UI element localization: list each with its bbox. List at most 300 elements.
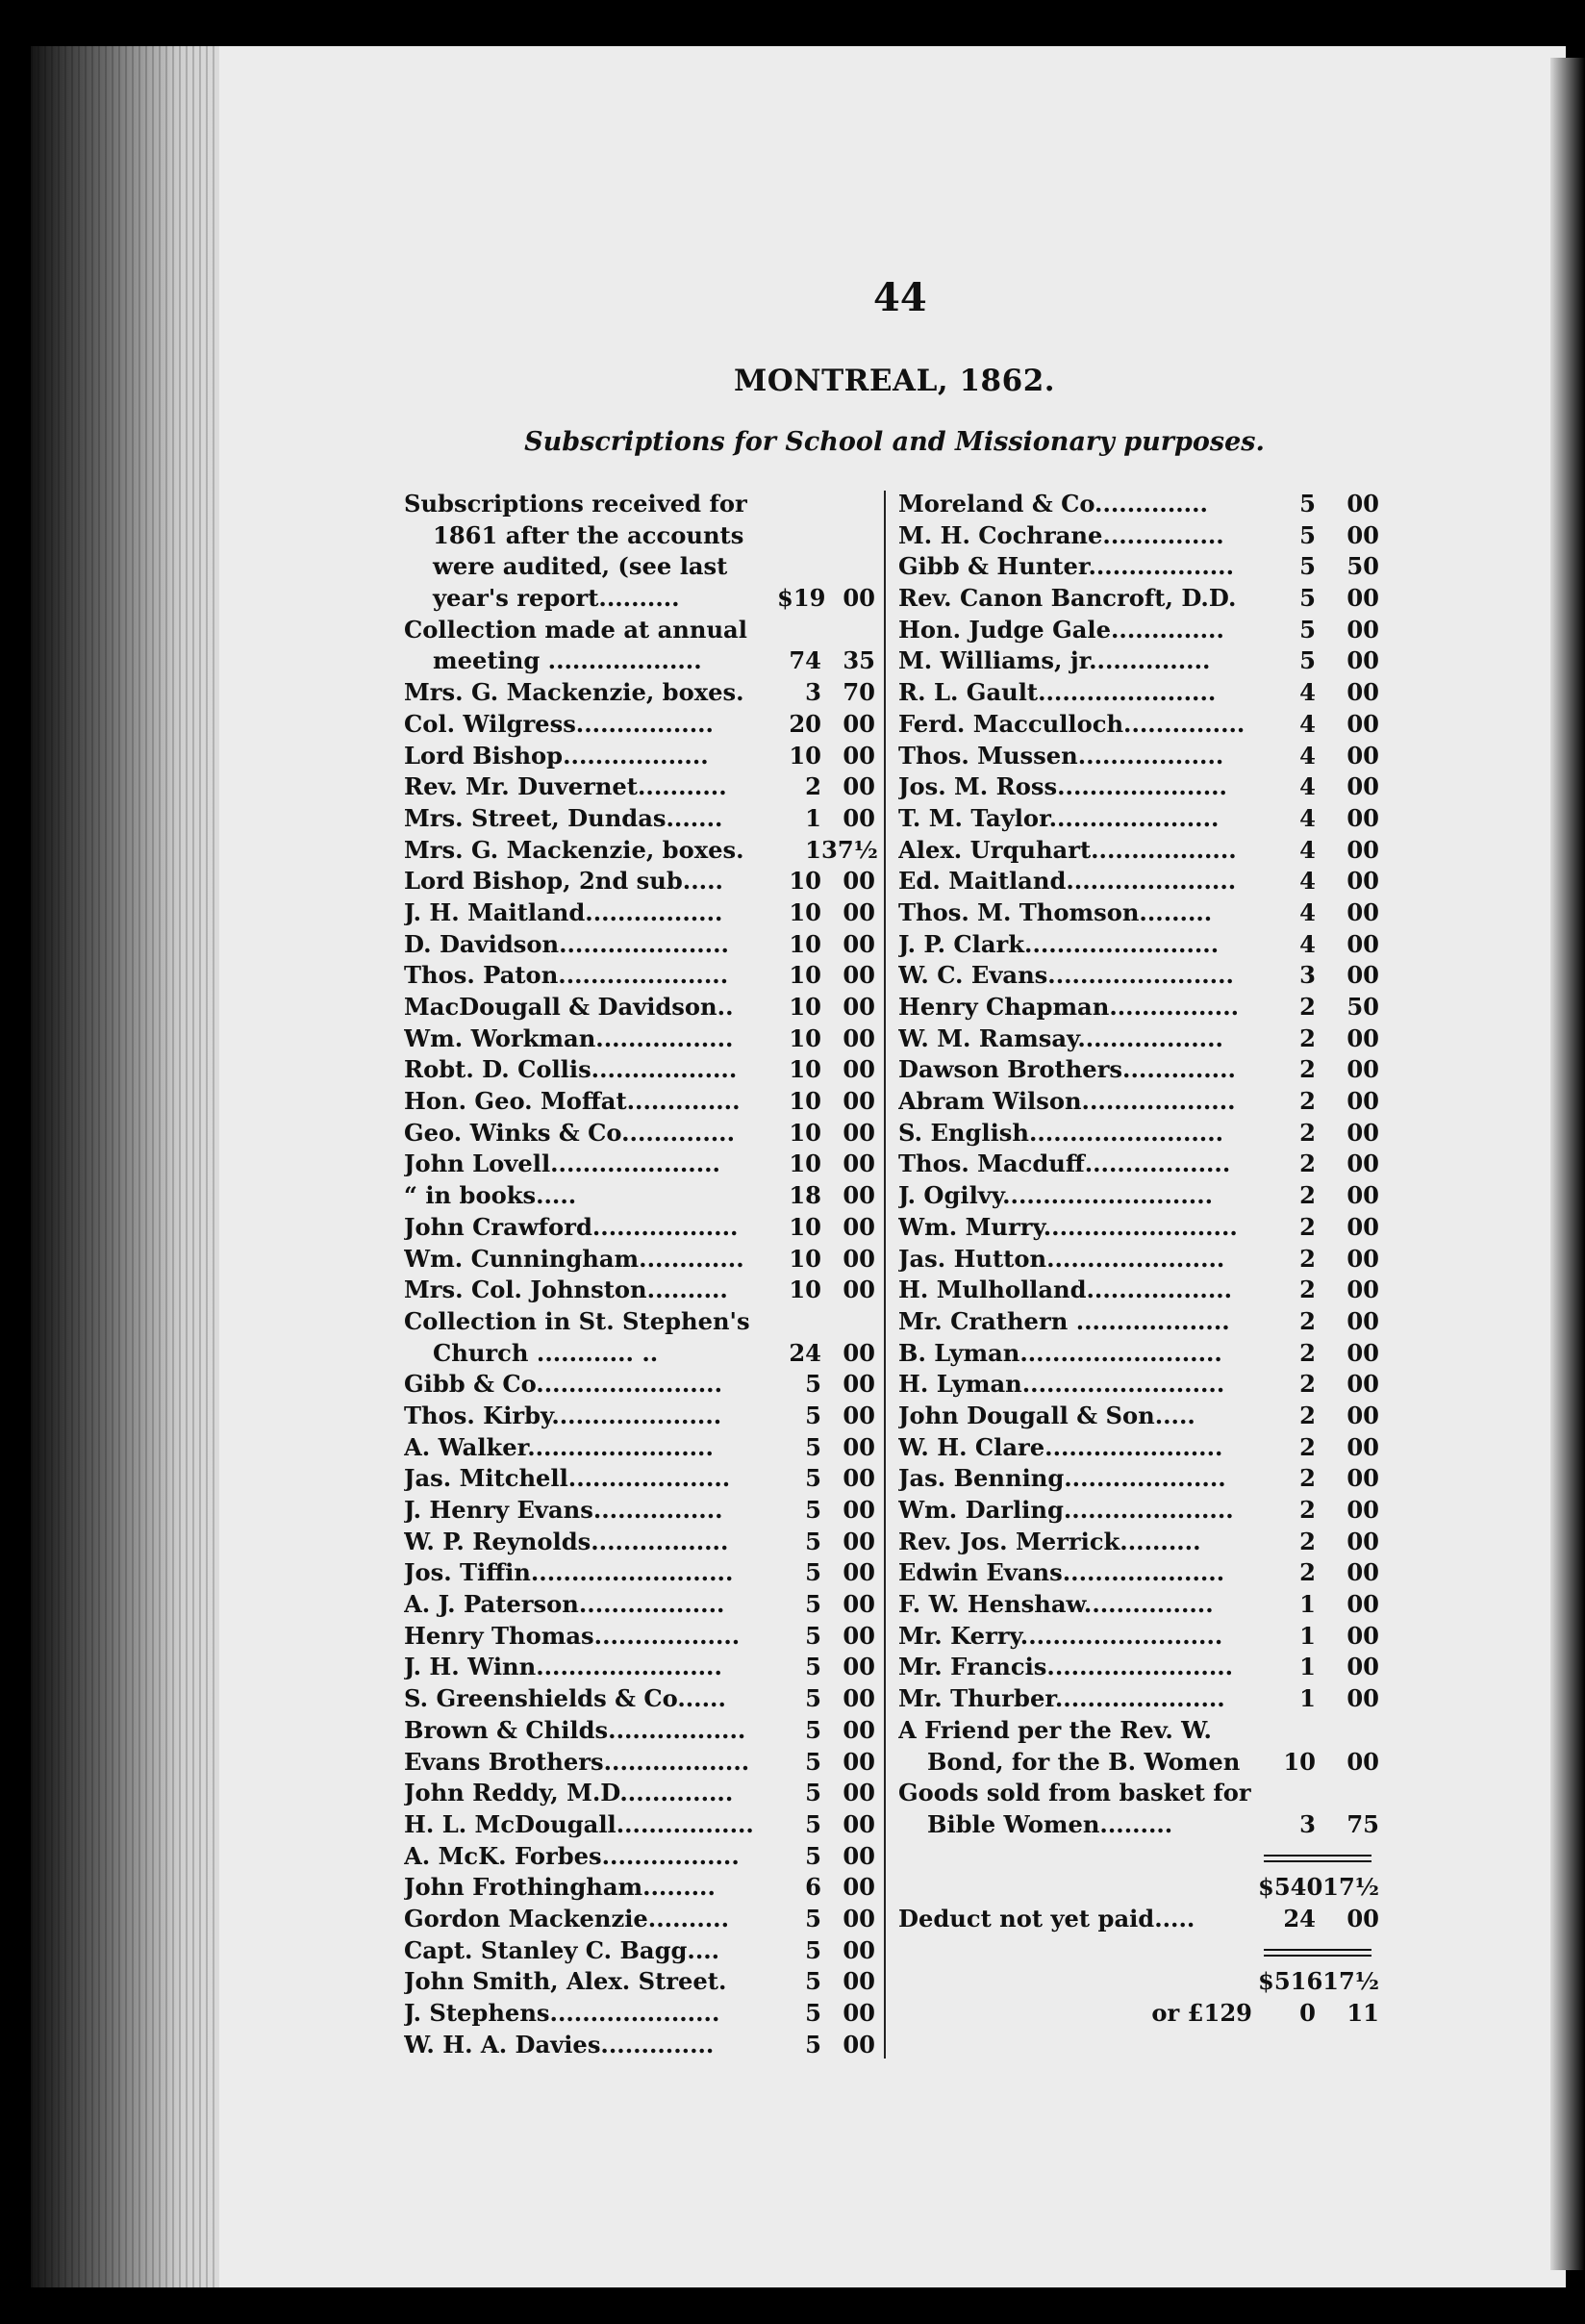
amount-dollars: 18 [789, 1181, 821, 1210]
amount-dollars: 5 [805, 1558, 821, 1587]
subscription-row [898, 1809, 1379, 1841]
amount-cents: 00 [1346, 1149, 1379, 1178]
subscription-row [404, 1118, 875, 1149]
subscription-row [404, 1841, 875, 1873]
subscriber-name: J. H. Maitland................. [404, 897, 723, 926]
subscription-row [898, 1778, 1379, 1809]
subscription-row [898, 1275, 1379, 1306]
subscription-row [898, 1432, 1379, 1464]
amount-dollars: 5 [805, 1967, 821, 1996]
subscriber-name: John Dougall & Son..... [898, 1401, 1195, 1429]
amount-cents: 50 [1346, 993, 1379, 1021]
sterling-label: or £129 [1151, 1999, 1252, 2027]
amount-cents: 00 [1346, 1055, 1379, 1084]
subscription-row [404, 1652, 875, 1683]
subscription-row [898, 1401, 1379, 1432]
subscription-row [404, 1527, 875, 1558]
amount-cents: 00 [843, 1496, 875, 1524]
amount-cents: 00 [1346, 867, 1379, 896]
subscriber-name: Jos. M. Ross..................... [898, 772, 1227, 801]
amount-cents: 00 [843, 1967, 875, 1996]
subscription-row [898, 1118, 1379, 1149]
amount-dollars: 5 [805, 1527, 821, 1555]
amount-dollars: 4 [1299, 709, 1316, 738]
amount-cents: 00 [1346, 1496, 1379, 1524]
amount-dollars: 1 [805, 803, 821, 832]
amount-cents: 00 [1346, 1558, 1379, 1587]
subscription-row [404, 1463, 875, 1495]
subscriber-name: Henry Thomas.................. [404, 1621, 741, 1650]
page-title: MONTREAL, 1862. [733, 364, 1056, 398]
amount-cents: 00 [843, 1779, 875, 1807]
amount-dollars: 2 [805, 772, 821, 801]
amount-dollars: 2 [1299, 993, 1316, 1021]
amount-dollars: 1 [1299, 1653, 1316, 1681]
amount-dollars: 2 [1299, 1118, 1316, 1147]
subscription-row [898, 771, 1379, 803]
amount-dollars: 2 [1299, 1558, 1316, 1587]
subscription-row [898, 1621, 1379, 1653]
sterling-pence: 11 [1346, 1999, 1379, 2027]
subscriber-name: J. Stephens..................... [404, 1999, 720, 2027]
subscription-row [404, 1086, 875, 1118]
subscriber-name: MacDougall & Davidson.. [404, 993, 734, 1021]
page-stack-lines [31, 46, 223, 2287]
subscriber-name: Col. Wilgress................. [404, 709, 714, 738]
amount-dollars: 5 [805, 1747, 821, 1776]
amount-dollars: 10 [1283, 1747, 1316, 1776]
amount-dollars: 5 [1299, 615, 1316, 644]
amount-dollars: 10 [789, 961, 821, 990]
subscription-row [404, 1023, 875, 1055]
amount-cents: 00 [1346, 1118, 1379, 1147]
subscription-row [404, 1589, 875, 1621]
subscription-row [404, 866, 875, 897]
subscriber-name: Henry Chapman................ [898, 993, 1240, 1021]
subscriber-name: Rev. Jos. Merrick.......... [898, 1527, 1201, 1555]
subscription-row [898, 583, 1379, 615]
subscription-row [404, 1935, 875, 1967]
amount-cents: 00 [843, 897, 875, 926]
amount-dollars: 10 [789, 929, 821, 958]
amount-dollars: 5 [1299, 520, 1316, 549]
subscription-row [404, 960, 875, 992]
amount-cents: 00 [843, 961, 875, 990]
amount-cents: 00 [1346, 929, 1379, 958]
amount-dollars: 6 [805, 1873, 821, 1902]
subscriber-name: John Lovell..................... [404, 1149, 720, 1178]
subscriber-name: John Frothingham......... [404, 1873, 716, 1902]
amount-dollars: 24 [789, 1338, 821, 1367]
amount-dollars: 5 [1299, 552, 1316, 581]
subscriber-name: Moreland & Co.............. [898, 490, 1208, 518]
subscription-row [404, 1998, 875, 2030]
subscription-row [404, 1683, 875, 1715]
subscriber-name: W. P. Reynolds................. [404, 1527, 729, 1555]
deduct-dollars: 24 [1283, 1904, 1316, 1932]
subscription-row [404, 835, 878, 867]
amount-dollars: $19 [777, 584, 826, 613]
subscriber-name: John Smith, Alex. Street. [404, 1967, 727, 1996]
subscriber-name: W. M. Ramsay.................. [898, 1023, 1223, 1052]
subscription-row [404, 929, 875, 961]
amount-dollars: 2 [1299, 1244, 1316, 1273]
subscription-row [898, 1180, 1379, 1212]
amount-dollars: 5 [805, 1370, 821, 1399]
subscription-row [898, 551, 1379, 583]
amount-cents: 00 [843, 1401, 875, 1429]
amount-cents: 00 [843, 993, 875, 1021]
amount-cents: 00 [1346, 1653, 1379, 1681]
subscriber-name: Collection in St. Stephen's [404, 1306, 750, 1335]
subscriber-name: Jas. Hutton...................... [898, 1244, 1225, 1273]
subscription-row [898, 803, 1379, 835]
amount-cents: 00 [843, 1653, 875, 1681]
amount-cents: 00 [843, 867, 875, 896]
subscription-row [404, 897, 875, 929]
amount-cents: 00 [1346, 1401, 1379, 1429]
subscriber-name: Collection made at annual [404, 615, 747, 644]
subscription-row [404, 520, 875, 552]
subscriber-name: Thos. M. Thomson......... [898, 897, 1213, 926]
subscription-row [898, 1212, 1379, 1244]
subscriber-name: Thos. Kirby..................... [404, 1401, 722, 1429]
amount-cents: 00 [843, 1527, 875, 1555]
subscription-row [404, 645, 875, 677]
subscription-row [404, 771, 875, 803]
subscriber-name: Thos. Paton..................... [404, 961, 729, 990]
amount-dollars: 1 [1299, 1590, 1316, 1619]
subscription-row [404, 1275, 875, 1306]
subscriber-name: Goods sold from basket for [898, 1779, 1251, 1807]
subscription-row [404, 1149, 875, 1180]
amount-cents: 00 [1346, 772, 1379, 801]
subscriber-name: Jos. Tiffin......................... [404, 1558, 734, 1587]
amount-cents: 00 [1346, 1244, 1379, 1273]
amount-cents: 00 [1346, 1181, 1379, 1210]
subscription-row [898, 741, 1379, 772]
amount-dollars: 2 [1299, 1212, 1316, 1241]
amount-dollars: 2 [1299, 1087, 1316, 1116]
subscription-row [404, 1778, 875, 1809]
subscriber-name: Gordon Mackenzie.......... [404, 1904, 730, 1932]
amount-dollars: 10 [789, 1149, 821, 1178]
amount-dollars: 2 [1299, 1276, 1316, 1304]
amount-cents: 00 [1346, 961, 1379, 990]
subscriber-name: J. Henry Evans................ [404, 1496, 723, 1524]
subscription-row [404, 741, 875, 772]
subscription-row [404, 1904, 875, 1935]
amount-cents: 50 [1346, 552, 1379, 581]
amount-cents: 00 [1346, 835, 1379, 864]
subscriber-name: H. Lyman......................... [898, 1370, 1225, 1399]
subscription-row [404, 1244, 875, 1276]
amount-cents: 00 [1346, 1527, 1379, 1555]
amount-cents: 00 [1346, 1276, 1379, 1304]
amount-cents: 00 [843, 584, 875, 613]
amount-cents: 00 [1346, 1087, 1379, 1116]
subscription-row [404, 1054, 875, 1086]
subscriber-name: A Friend per the Rev. W. [898, 1715, 1212, 1744]
amount-dollars: 10 [789, 1212, 821, 1241]
amount-dollars: 2 [1299, 1401, 1316, 1429]
amount-dollars: 4 [1299, 678, 1316, 707]
subscription-row [898, 866, 1379, 897]
subscriber-name: “ in books..... [404, 1181, 577, 1210]
amount-dollars: 5 [805, 1401, 821, 1429]
subscriber-name: Geo. Winks & Co.............. [404, 1118, 736, 1147]
subscriber-name: H. L. McDougall................. [404, 1809, 754, 1838]
subscriber-name: Wm. Cunningham............. [404, 1244, 744, 1273]
amount-cents: 00 [843, 1244, 875, 1273]
amount-cents: 00 [843, 741, 875, 770]
subscription-row [898, 1527, 1379, 1558]
subscriber-name: Bible Women......... [927, 1809, 1173, 1838]
amount-dollars: 10 [789, 1118, 821, 1147]
amount-dollars: 5 [805, 1935, 821, 1964]
amount-cents: 00 [843, 1558, 875, 1587]
sterling-row [898, 1998, 1379, 2030]
subscriber-name: Mr. Crathern ................... [898, 1306, 1230, 1335]
subscriber-name: R. L. Gault...................... [898, 678, 1217, 707]
subscription-row [404, 1715, 875, 1747]
amount-cents: 00 [843, 1181, 875, 1210]
amount-cents: 00 [1346, 1464, 1379, 1493]
column-divider [884, 491, 886, 2059]
subscriber-name: Alex. Urquhart.................. [898, 835, 1237, 864]
amount-cents: 00 [1346, 584, 1379, 613]
amount-cents: 35 [843, 646, 875, 675]
amount-cents: 00 [1346, 1306, 1379, 1335]
subscription-row [404, 1401, 875, 1432]
subscriber-name: A. McK. Forbes................. [404, 1841, 740, 1870]
amount-cents: 00 [1346, 709, 1379, 738]
amount-dollars: 10 [789, 1244, 821, 1273]
subscriber-name: Dawson Brothers.............. [898, 1055, 1236, 1084]
amount-cents: 00 [843, 1276, 875, 1304]
amount-dollars: 2 [1299, 1023, 1316, 1052]
amount-cents: 00 [1346, 1590, 1379, 1619]
subscriber-name: Rev. Mr. Duvernet........... [404, 772, 727, 801]
amount-dollars: 5 [805, 1715, 821, 1744]
amount-cents: 00 [843, 1370, 875, 1399]
subtotal-row [898, 1872, 1379, 1904]
amount-cents: 00 [843, 2030, 875, 2059]
subscription-row [898, 709, 1379, 741]
amount-dollars: 4 [1299, 803, 1316, 832]
net-total-dollars: $516 [1258, 1967, 1323, 1996]
subscription-row [898, 992, 1379, 1023]
subscriber-name: Hon. Geo. Moffat.............. [404, 1087, 741, 1116]
subscriber-name: Mr. Francis....................... [898, 1653, 1234, 1681]
page-subtitle: Subscriptions for School and Missionary purposes. [524, 427, 1265, 457]
amount-cents: 70 [843, 678, 875, 707]
amount-dollars: 5 [1299, 490, 1316, 518]
subscription-row [404, 709, 875, 741]
subscription-row [898, 520, 1379, 552]
amount-dollars: 2 [1299, 1338, 1316, 1367]
subscription-row [898, 1244, 1379, 1276]
subscription-row [898, 1086, 1379, 1118]
subscriptions-right-column [898, 489, 1379, 2030]
subscription-row [404, 1747, 875, 1779]
amount-dollars: 5 [805, 1904, 821, 1932]
subscription-row [898, 1149, 1379, 1180]
subscriber-name: Jas. Mitchell.................... [404, 1464, 731, 1493]
amount-dollars: 2 [1299, 1181, 1316, 1210]
subscription-row [404, 992, 875, 1023]
subscriber-name: A. Walker....................... [404, 1432, 714, 1461]
deduct-row [898, 1904, 1379, 1935]
amount-dollars: 2 [1299, 1055, 1316, 1084]
subscriber-name: W. H. A. Davies.............. [404, 2030, 715, 2059]
amount-dollars: 5 [805, 2030, 821, 2059]
amount-dollars: 2 [1299, 1496, 1316, 1524]
amount-dollars: 20 [789, 709, 821, 738]
amount-cents: 00 [1346, 678, 1379, 707]
page-number: 44 [873, 275, 927, 320]
subscription-row [898, 1495, 1379, 1527]
amount-cents: 00 [1346, 1684, 1379, 1713]
total-rule-1 [898, 1841, 1379, 1873]
subscriber-name: Jas. Benning.................... [898, 1464, 1226, 1493]
subscriber-name: Wm. Workman................. [404, 1023, 734, 1052]
right-column-rows [898, 489, 1379, 1841]
subscriptions-left-column [404, 489, 878, 2060]
subscriber-name: D. Davidson..................... [404, 929, 729, 958]
amount-dollars: 2 [1299, 1370, 1316, 1399]
subscriber-name: A. J. Paterson.................. [404, 1590, 725, 1619]
amount-dollars: 74 [789, 646, 821, 675]
subscriber-name: Ferd. Macculloch............... [898, 709, 1245, 738]
subscription-row [404, 583, 875, 615]
subscriber-name: John Reddy, M.D.............. [404, 1779, 734, 1807]
subscription-row [898, 645, 1379, 677]
amount-dollars: 10 [789, 993, 821, 1021]
subscriber-name: S. English........................ [898, 1118, 1224, 1147]
deduct-label: Deduct not yet paid..... [898, 1904, 1195, 1932]
subscriber-name: Lord Bishop.................. [404, 741, 709, 770]
amount-dollars: 2 [1299, 1464, 1316, 1493]
amount-dollars: 2 [1299, 1306, 1316, 1335]
subscriber-name: Bond, for the B. Women [927, 1747, 1241, 1776]
amount-dollars: 1 [1299, 1684, 1316, 1713]
subtotal-dollars: $540 [1258, 1873, 1323, 1902]
subscriber-name: Mr. Kerry......................... [898, 1621, 1223, 1650]
subscription-row [404, 1966, 875, 1998]
subscription-row [404, 1432, 875, 1464]
subscription-row [404, 1306, 875, 1338]
subscription-row [898, 1338, 1379, 1370]
amount-cents: 00 [1346, 615, 1379, 644]
subscriber-name: John Crawford.................. [404, 1212, 739, 1241]
amount-cents: 00 [1346, 1023, 1379, 1052]
amount-cents: 00 [1346, 1432, 1379, 1461]
amount-cents: 00 [843, 929, 875, 958]
subscriber-name: Rev. Canon Bancroft, D.D. [898, 584, 1237, 613]
amount-cents: 00 [843, 1055, 875, 1084]
amount-dollars: 5 [805, 1653, 821, 1681]
amount-cents: 00 [843, 1590, 875, 1619]
amount-cents: 00 [843, 1715, 875, 1744]
subscriber-name: Wm. Darling..................... [898, 1496, 1234, 1524]
subscription-row [898, 1683, 1379, 1715]
subscriber-name: Brown & Childs................. [404, 1715, 746, 1744]
amount-dollars: 5 [1299, 584, 1316, 613]
subscriber-name: Evans Brothers.................. [404, 1747, 750, 1776]
subscription-row [898, 1557, 1379, 1589]
amount-dollars: 10 [789, 1087, 821, 1116]
amount-cents: 00 [1346, 741, 1379, 770]
subscriber-name: Capt. Stanley C. Bagg.... [404, 1935, 720, 1964]
subscriber-name: H. Mulholland.................. [898, 1276, 1233, 1304]
subscriber-name: J. H. Winn....................... [404, 1653, 722, 1681]
amount-cents: 00 [843, 1338, 875, 1367]
amount-cents: 00 [843, 1873, 875, 1902]
subscription-row [404, 1621, 875, 1653]
amount-dollars: 1 [1299, 1621, 1316, 1650]
amount-cents: 75 [1346, 1809, 1379, 1838]
amount-dollars: 10 [789, 1023, 821, 1052]
amount-dollars: 5 [805, 1999, 821, 2027]
subscriber-name: Subscriptions received for [404, 490, 747, 518]
subscriber-name: T. M. Taylor..................... [898, 803, 1220, 832]
subscription-row [404, 615, 875, 646]
page-right-shadow [1550, 58, 1585, 2270]
subscriber-name: Lord Bishop, 2nd sub..... [404, 867, 723, 896]
subscriber-name: Abram Wilson................... [898, 1087, 1236, 1116]
subscription-row [404, 1180, 875, 1212]
subscription-row [404, 1872, 875, 1904]
amount-cents: 00 [843, 1212, 875, 1241]
subscription-row [404, 1212, 875, 1244]
amount-cents: 00 [843, 1809, 875, 1838]
subscription-row [404, 803, 875, 835]
subscriber-name: Mrs. Col. Johnston.......... [404, 1276, 728, 1304]
subscription-row [898, 1463, 1379, 1495]
net-total-cents: 17½ [1322, 1967, 1379, 1996]
subtotal-cents: 17½ [1322, 1873, 1379, 1902]
subscriber-name: Edwin Evans.................... [898, 1558, 1225, 1587]
subscription-row [898, 615, 1379, 646]
subscriber-name: Gibb & Co....................... [404, 1370, 722, 1399]
amount-dollars: 3 [1299, 961, 1316, 990]
amount-dollars: 10 [789, 741, 821, 770]
amount-cents: 00 [843, 1841, 875, 1870]
subscription-row [898, 897, 1379, 929]
amount-cents: 00 [843, 1023, 875, 1052]
subscriber-name: Hon. Judge Gale.............. [898, 615, 1224, 644]
amount-cents: 00 [843, 1087, 875, 1116]
amount-dollars: 10 [789, 897, 821, 926]
subscription-row [404, 1809, 875, 1841]
amount-dollars: 5 [805, 1464, 821, 1493]
amount-dollars: 4 [1299, 741, 1316, 770]
subscription-row [404, 1557, 875, 1589]
subscriber-name: Church ............ .. [433, 1338, 659, 1367]
subscriber-name: W. C. Evans....................... [898, 961, 1234, 990]
subscriber-name: Mrs. G. Mackenzie, boxes. [404, 835, 744, 864]
subscription-row [898, 1369, 1379, 1401]
subscriber-name: B. Lyman......................... [898, 1338, 1222, 1367]
amount-cents: 00 [843, 1684, 875, 1713]
subscriber-name: Wm. Murry........................ [898, 1212, 1238, 1241]
amount-cents: 00 [1346, 1212, 1379, 1241]
amount-cents: 00 [1346, 646, 1379, 675]
subscriber-name: Ed. Maitland..................... [898, 867, 1237, 896]
total-rule-2 [898, 1935, 1379, 1967]
amount-cents: 00 [843, 1464, 875, 1493]
